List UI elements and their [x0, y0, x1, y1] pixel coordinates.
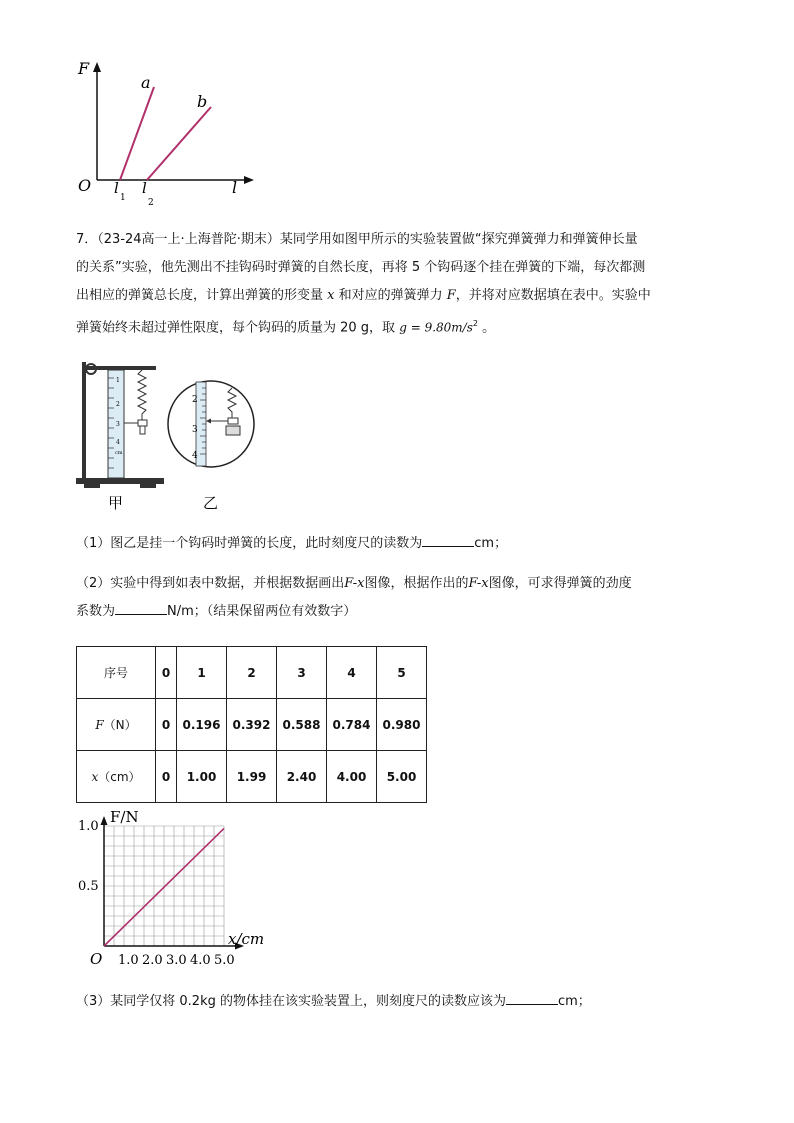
scale-mark-3: 3: [192, 425, 198, 435]
stand-foot-right: [140, 484, 156, 488]
table-cell: 4: [327, 647, 377, 699]
chart-y-tick-label: 1.0: [78, 819, 99, 834]
f-l-graph: [70, 50, 270, 210]
ruler-mark-3: 3: [116, 421, 120, 428]
g-exponent: 2: [472, 319, 478, 328]
apparatus-figure: [72, 358, 272, 518]
ruler-mark-2: 2: [116, 401, 120, 408]
stand-pole: [82, 362, 86, 482]
table-cell: 1.99: [227, 751, 277, 803]
chart-x-tick-label: 1.0: [118, 953, 139, 968]
chart-x-tick-label: 4.0: [190, 953, 211, 968]
answer-blank-3[interactable]: [506, 992, 558, 1005]
chart-origin: O: [90, 950, 103, 968]
line3-b: 和对应的弹簧弹力: [334, 288, 447, 303]
sub2-unit: N/m；（结果保留两位有效数字）: [167, 604, 357, 619]
stand-base: [76, 478, 164, 484]
line3-a: 出相应的弹簧总长度，计算出弹簧的形变量: [76, 288, 328, 303]
f-axis-arrow: [93, 62, 101, 72]
row-label-extension-unit: （cm）: [98, 770, 141, 784]
l-axis-label: l: [232, 178, 238, 197]
row-label-extension: [77, 751, 156, 803]
l-axis-arrow: [244, 176, 254, 184]
line-b: [147, 107, 211, 180]
chart-y-arrow: [101, 816, 108, 825]
chart-y-ticks: [78, 819, 99, 894]
chart-ylabel: F/N: [110, 808, 139, 826]
row-label-extension-var: x: [91, 770, 99, 784]
table-cell: 2: [227, 647, 277, 699]
sub1-unit: cm；: [474, 536, 508, 551]
weight-jia: [140, 426, 145, 434]
magnifier-circle: [168, 381, 254, 467]
question-line-1: [76, 226, 726, 254]
table-cell: 0.196: [177, 699, 227, 751]
table-cell: 0.784: [327, 699, 377, 751]
chart-x-ticks: [118, 953, 235, 968]
line-a-label: a: [141, 73, 151, 92]
sub3-text: （3）某同学仅将 0.2kg 的物体挂在该实验装置上，则刻度尺的读数应该为: [76, 994, 506, 1009]
l1-subscript: 1: [120, 193, 126, 203]
table-cell: 3: [277, 647, 327, 699]
table-row: [77, 751, 427, 803]
ruler-mark-1: 1: [116, 377, 120, 384]
var-x: x: [327, 288, 335, 303]
scale-mark-4: 4: [192, 451, 198, 461]
ruler-unit: cm: [115, 450, 123, 456]
line-a: [120, 87, 154, 180]
f-axis-label: F: [78, 59, 90, 78]
label-yi: 乙: [203, 494, 219, 512]
table-cell: 0: [156, 751, 177, 803]
ruler-mark-4: 4: [116, 439, 120, 446]
sub1-text: （1）图乙是挂一个钩码时弹簧的长度，此时刻度尺的读数为: [76, 536, 423, 551]
table-cell: 1: [177, 647, 227, 699]
answer-blank-2[interactable]: [115, 602, 167, 615]
sub2-line1-a: （2）实验中得到如表中数据，并根据数据画出: [76, 576, 345, 591]
table-cell: 4.00: [327, 751, 377, 803]
table-cell: 0: [156, 647, 177, 699]
chart-xlabel: x/cm: [228, 930, 265, 948]
label-jia: 甲: [108, 494, 124, 512]
sub-question-1: [76, 530, 726, 558]
g-expression: g = 9.80m/s: [399, 320, 473, 335]
row-label-force-var: F: [95, 718, 104, 732]
apparatus-jia: [76, 362, 164, 488]
sub-question-2: [76, 570, 726, 626]
spring-jia: [138, 370, 146, 420]
stand-arm: [86, 366, 156, 370]
sub2-line1-b: 图像，根据作出的: [364, 576, 469, 591]
table-cell: 0: [156, 699, 177, 751]
sub3-unit: cm；: [558, 994, 591, 1009]
hook-yi: [228, 418, 238, 424]
l2-label: l: [142, 179, 147, 197]
sub2-line1-c: 图像，可求得弹簧的劲度: [488, 576, 632, 591]
table-row: [77, 647, 427, 699]
question-7: [76, 226, 726, 342]
row-label-index: 序号: [77, 647, 156, 699]
table-cell: 1.00: [177, 751, 227, 803]
sub2-line-1: [76, 570, 726, 598]
chart-x-tick-label: 2.0: [142, 953, 163, 968]
question-line-2: 的关系”实验，他先测出不挂钩码时弹簧的自然长度，再将 5 个钩码逐个挂在弹簧的下端，每次都测: [76, 260, 646, 275]
stand-foot-left: [84, 484, 100, 488]
line4-a: 弹簧始终未超过弹性限度，每个钩码的质量为 20 g，取: [76, 320, 400, 336]
origin-label: O: [78, 176, 92, 195]
sub-question-3: [76, 988, 726, 1016]
data-table: [76, 646, 427, 803]
weight-yi: [226, 426, 240, 435]
question-source: （23-24高一上·上海普陀·期末）: [97, 232, 280, 247]
line-b-label: b: [197, 92, 208, 111]
chart-x-tick-label: 5.0: [214, 953, 235, 968]
f-x-chart: [70, 806, 280, 972]
chart-x-tick-label: 3.0: [166, 953, 187, 968]
question-line-4: [76, 310, 726, 342]
scale-mark-2: 2: [192, 395, 198, 405]
table-cell: 5: [377, 647, 427, 699]
var-f: F: [446, 288, 456, 303]
question-line-1-text: 某同学用如图甲所示的实验装置做“探究弹簧弹力和弹簧伸长量: [279, 232, 638, 247]
row-label-force: [77, 699, 156, 751]
question-line-3: [76, 282, 726, 310]
sub2-fx-2: F-x: [468, 576, 489, 591]
table-cell: 5.00: [377, 751, 427, 803]
sub2-line-2: [76, 598, 726, 626]
chart-y-tick-label: 0.5: [78, 879, 99, 894]
sub2-fx-1: F-x: [344, 576, 365, 591]
answer-blank-1[interactable]: [422, 534, 474, 547]
table-cell: 0.588: [277, 699, 327, 751]
apparatus-yi: [168, 381, 254, 467]
line4-b: 。: [477, 320, 496, 336]
line3-c: ，并将对应数据填在表中。实验中: [455, 288, 651, 303]
table-row: [77, 699, 427, 751]
hook-weight: [138, 420, 147, 426]
table-cell: 0.980: [377, 699, 427, 751]
l2-subscript: 2: [148, 198, 154, 208]
row-label-force-unit: （N）: [103, 718, 137, 732]
table-cell: 2.40: [277, 751, 327, 803]
sub2-line2-a: 系数为: [76, 604, 116, 619]
question-number: 7．: [76, 232, 98, 247]
table-cell: 0.392: [227, 699, 277, 751]
l1-label: l: [114, 179, 119, 197]
